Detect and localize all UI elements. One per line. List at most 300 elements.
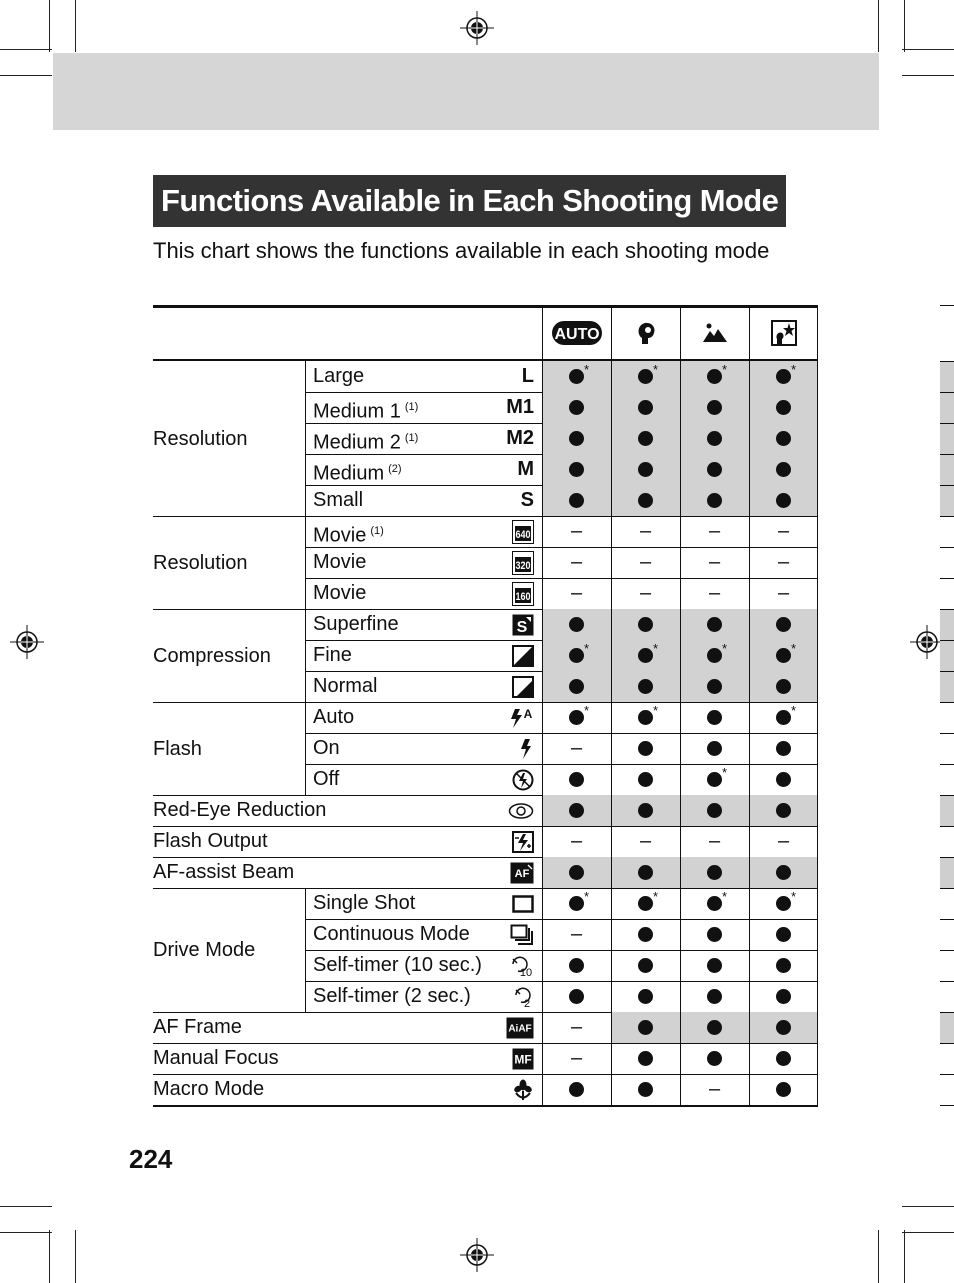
function-symbol [472,888,534,919]
function-label [313,581,366,605]
thumb-tab-tick [940,547,954,548]
not-available-dash: – [708,582,721,604]
footnote-ref: (1) [404,401,419,413]
registration-mark-top-icon [460,11,494,45]
flash-on-icon [518,737,534,761]
group-label: Resolution [153,427,248,450]
function-label [313,984,471,1008]
thumb-tab-shaded [940,1012,954,1043]
function-label-text: Single Shot [313,892,416,914]
mode-cell [754,672,814,702]
thumb-tab-tick [940,392,954,393]
thumb-tab-tick [940,702,954,703]
not-available-dash: – [570,520,583,542]
asterisk-note: * [722,765,728,780]
mode-cell [547,703,607,733]
filled-circle-icon [569,703,590,725]
not-available-dash: – [639,551,652,573]
function-symbol [472,1074,534,1105]
filled-circle-icon [776,1051,791,1066]
asterisk-note: * [791,362,797,377]
mode-cell [685,641,745,671]
svg-text:AiAF: AiAF [508,1023,532,1035]
page-number: 224 [129,1144,173,1174]
mode-cell [616,486,676,516]
mode-cell [754,424,814,454]
thumb-tab-shaded [940,609,954,640]
svg-text:2: 2 [523,997,531,1009]
mode-cell [547,455,607,485]
mode-cell [754,734,814,764]
mode-cell [685,951,745,981]
footnote-ref: (2) [388,463,402,475]
mode-cell [616,1075,676,1105]
landscape-mode-icon [701,321,729,345]
not-available-dash: – [570,1016,583,1038]
filled-circle-icon [776,927,791,942]
filled-circle-icon [776,493,791,508]
filled-circle-icon [776,431,791,446]
mode-header-4 [754,317,814,349]
flash-off-icon [512,769,534,791]
thumb-tab-tick [940,1105,954,1106]
flash-auto-icon [508,706,534,730]
filled-circle-icon [707,462,722,477]
mode-cell [616,1013,676,1043]
sub-divider [305,702,306,795]
not-available-dash: – [777,520,790,542]
not-available-dash: – [639,830,652,852]
filled-circle-icon [707,617,722,632]
asterisk-note: * [653,641,659,656]
fine-icon [512,645,534,667]
mode-cell [685,362,745,392]
mode-cell [616,393,676,423]
filled-circle-icon [638,641,659,663]
asterisk-note: * [653,703,659,718]
mode-cell [685,765,745,795]
mode-cell [685,920,745,950]
thumb-tab-shaded [940,485,954,516]
not-available-dash: – [570,582,583,604]
function-symbol [472,671,534,702]
filled-circle-icon [638,679,653,694]
sub-divider [305,609,306,702]
svg-text:AUTO: AUTO [553,326,600,343]
filled-circle-icon [707,362,728,384]
mode-cell [754,765,814,795]
function-label [313,488,363,512]
filled-circle-icon [638,958,653,973]
group-label: Resolution [153,551,248,574]
thumb-tab-tick [940,1074,954,1075]
not-available-dash: – [570,551,583,573]
filled-circle-icon [776,641,797,663]
mode-cell [547,982,607,1012]
thumb-tab-tick [940,516,954,517]
thumb-tab-shaded [940,795,954,826]
mode-cell [685,579,745,609]
not-available-dash: – [639,582,652,604]
not-available-dash: – [570,737,583,759]
mode-cell [616,641,676,671]
function-label [313,395,418,424]
filled-circle-icon [569,679,584,694]
function-symbol [472,1043,534,1074]
filled-circle-icon [638,772,653,787]
mode-cell [685,548,745,578]
mode-cell [685,796,745,826]
thumb-tab-shaded [940,671,954,702]
function-symbol [472,485,534,516]
portrait-mode-icon [633,320,659,346]
function-label-text: Self-timer (2 sec.) [313,985,471,1007]
mode-cell [547,424,607,454]
filled-circle-icon [638,741,653,756]
not-available-dash: – [777,582,790,604]
mode-cell [547,579,607,609]
filled-circle-icon [569,865,584,880]
mode-cell [754,1044,814,1074]
filled-circle-icon [707,641,728,663]
mode-cell [754,951,814,981]
mode-cell [685,424,745,454]
registration-mark-right-icon [910,625,944,659]
filled-circle-icon [707,431,722,446]
flash-output-icon [512,831,534,853]
superfine-icon [512,614,534,636]
mode-cell [547,362,607,392]
function-label-text: Continuous Mode [313,923,470,945]
mode-header-3 [685,317,745,349]
page-title: Functions Available in Each Shooting Mode [153,175,786,227]
resolution-symbol: S [520,489,534,511]
mode-cell [616,548,676,578]
not-available-dash: – [777,830,790,852]
not-available-dash: – [708,1078,721,1100]
filled-circle-icon [776,400,791,415]
function-label [313,953,482,977]
mode-cell [754,1075,814,1105]
function-symbol [472,981,534,1012]
mode-cell [685,455,745,485]
filled-circle-icon [776,1020,791,1035]
not-available-dash: – [708,520,721,542]
mode-cell [685,486,745,516]
thumb-tab-tick [940,609,954,610]
function-label [313,457,402,486]
mode-cell [685,1044,745,1074]
group-label: Flash Output [153,830,268,852]
function-label [313,643,352,667]
mode-cell [616,734,676,764]
sub-divider [305,361,306,516]
svg-text:MF: MF [514,1051,532,1066]
function-symbol [472,919,534,950]
mode-cell [547,641,607,671]
function-symbol [472,454,534,485]
filled-circle-icon [707,741,722,756]
function-symbol [472,826,534,857]
mode-cell [754,548,814,578]
filled-circle-icon [638,462,653,477]
mode-cell [616,920,676,950]
mode-cell [547,1075,607,1105]
function-label-text: Auto [313,706,355,728]
mode-cell [616,703,676,733]
mode-cell [616,858,676,888]
mode-cell [685,1013,745,1043]
thumb-tab-tick [940,857,954,858]
thumb-tab-tick [940,454,954,455]
mode-cell [616,517,676,547]
filled-circle-icon [569,362,590,384]
self-timer-10-icon [508,954,534,978]
function-symbol [472,609,534,640]
column-divider [749,305,750,1107]
asterisk-note: * [791,703,797,718]
filled-circle-icon [776,889,797,911]
filled-circle-icon [707,1051,722,1066]
mode-cell [547,951,607,981]
mode-cell [547,393,607,423]
mode-cell [754,858,814,888]
mode-cell [547,486,607,516]
filled-circle-icon [776,865,791,880]
resolution-symbol: M1 [506,396,534,418]
continuous-mode-icon [510,924,534,946]
mode-cell [547,827,607,857]
mode-cell [685,610,745,640]
mode-cell [547,858,607,888]
thumb-tab-tick [940,950,954,951]
mode-cell [754,827,814,857]
mode-cell [616,455,676,485]
function-symbol [472,950,534,981]
function-symbol [472,578,534,609]
filled-circle-icon [707,865,722,880]
svg-text:320: 320 [515,559,531,572]
filled-circle-icon [776,679,791,694]
function-label [313,364,364,388]
functions-table [153,305,818,1106]
function-symbol [472,764,534,795]
function-label-text: Small [313,489,364,511]
auto-mode-icon [551,320,603,346]
mode-cell [754,796,814,826]
asterisk-note: * [791,889,797,904]
filled-circle-icon [638,1020,653,1035]
mode-cell [616,579,676,609]
mode-cell [685,517,745,547]
function-label-text: Movie [313,582,367,604]
function-symbol [472,516,534,547]
filled-circle-icon [638,493,653,508]
mode-cell [547,796,607,826]
filled-circle-icon [707,958,722,973]
function-symbol [472,640,534,671]
filled-circle-icon [569,889,590,911]
function-label-text: Movie [313,524,367,547]
function-symbol [472,1012,534,1043]
asterisk-note: * [791,641,797,656]
mode-cell [547,517,607,547]
not-available-dash: – [570,830,583,852]
filled-circle-icon [638,617,653,632]
thumb-tab-tick [940,1043,954,1044]
filled-circle-icon [776,741,791,756]
thumb-tab-tick [940,361,954,362]
thumb-tab-tick [940,733,954,734]
filled-circle-icon [707,400,722,415]
filled-circle-icon [638,889,659,911]
svg-text:10: 10 [519,966,533,978]
asterisk-note: * [584,641,590,656]
filled-circle-icon [638,431,653,446]
mode-cell [616,362,676,392]
mode-cell [754,455,814,485]
mode-cell [547,672,607,702]
resolution-symbol: M2 [506,427,534,449]
group-label: Manual Focus [153,1047,279,1069]
asterisk-note: * [584,889,590,904]
row-divider [153,1105,818,1107]
filled-circle-icon [776,772,791,787]
group-label: Drive Mode [153,939,256,961]
filled-circle-icon [776,703,797,725]
mode-cell [754,579,814,609]
not-available-dash: – [639,520,652,542]
svg-text:AF: AF [514,867,530,880]
thumb-tab-tick [940,795,954,796]
mode-cell [754,703,814,733]
function-label-text: Normal [313,675,378,697]
mode-cell [616,610,676,640]
movie-320-icon [512,551,534,575]
asterisk-note: * [653,889,659,904]
thumb-tab-shaded [940,454,954,485]
mode-cell [685,889,745,919]
function-symbol [472,392,534,423]
resolution-symbol: M [517,458,534,480]
function-label-text: Movie [313,551,367,573]
svg-text:A: A [523,706,533,721]
footnote-ref: (1) [370,525,384,537]
function-label [313,736,340,760]
mode-cell [754,517,814,547]
mode-cell [754,362,814,392]
filled-circle-icon [569,772,584,787]
single-shot-icon [512,895,534,913]
mode-header-2 [616,317,676,349]
macro-mode-icon [512,1078,534,1102]
filled-circle-icon [707,765,728,787]
header-band [53,53,879,130]
thumb-tab-tick [940,764,954,765]
thumb-tab-tick [940,981,954,982]
mode-cell [754,1013,814,1043]
mode-cell [547,1013,607,1043]
filled-circle-icon [569,493,584,508]
filled-circle-icon [638,803,653,818]
mode-cell [616,827,676,857]
filled-circle-icon [776,803,791,818]
not-available-dash: – [708,830,721,852]
filled-circle-icon [707,493,722,508]
sub-divider [305,888,306,1012]
asterisk-note: * [722,362,728,377]
function-symbol [472,702,534,733]
function-label [313,891,415,915]
filled-circle-icon [638,1082,653,1097]
function-label [313,519,384,548]
mode-cell [616,1044,676,1074]
thumb-tab-shaded [940,423,954,454]
function-label-text: Medium 2 [313,431,401,454]
function-label [313,674,377,698]
function-symbol [472,361,534,392]
af-frame-icon [506,1017,534,1039]
not-available-dash: – [708,551,721,573]
filled-circle-icon [569,803,584,818]
function-label-text: Self-timer (10 sec.) [313,954,482,976]
function-symbol [472,795,534,826]
mode-cell [547,548,607,578]
filled-circle-icon [569,989,584,1004]
asterisk-note: * [584,703,590,718]
function-label [313,550,366,574]
normal-icon [512,676,534,698]
mode-cell [754,486,814,516]
function-symbol [472,423,534,454]
function-symbol [472,547,534,578]
function-label [313,426,418,455]
mode-cell [616,951,676,981]
filled-circle-icon [569,400,584,415]
thumb-tab-tick [940,578,954,579]
group-label: AF-assist Beam [153,861,295,883]
self-timer-2-icon [512,985,534,1009]
mode-cell [547,610,607,640]
mode-cell [685,734,745,764]
group-label: Macro Mode [153,1078,265,1100]
filled-circle-icon [638,989,653,1004]
asterisk-note: * [653,362,659,377]
function-label-text: Off [313,768,340,790]
thumb-tab-tick [940,671,954,672]
function-label-text: Large [313,365,365,387]
filled-circle-icon [776,617,791,632]
asterisk-note: * [722,889,728,904]
svg-text:S: S [516,618,528,636]
column-divider [817,305,818,1107]
thumb-tab-tick [940,640,954,641]
asterisk-note: * [584,362,590,377]
function-label [313,612,399,636]
filled-circle-icon [569,462,584,477]
mode-cell [616,424,676,454]
filled-circle-icon [776,462,791,477]
mode-cell [685,672,745,702]
not-available-dash: – [570,1047,583,1069]
mode-cell [616,765,676,795]
function-label [313,922,470,946]
mode-header-1 [547,317,607,349]
registration-mark-left-icon [10,625,44,659]
function-label-text: On [313,737,340,759]
thumb-tab-tick [940,305,954,306]
filled-circle-icon [638,362,659,384]
